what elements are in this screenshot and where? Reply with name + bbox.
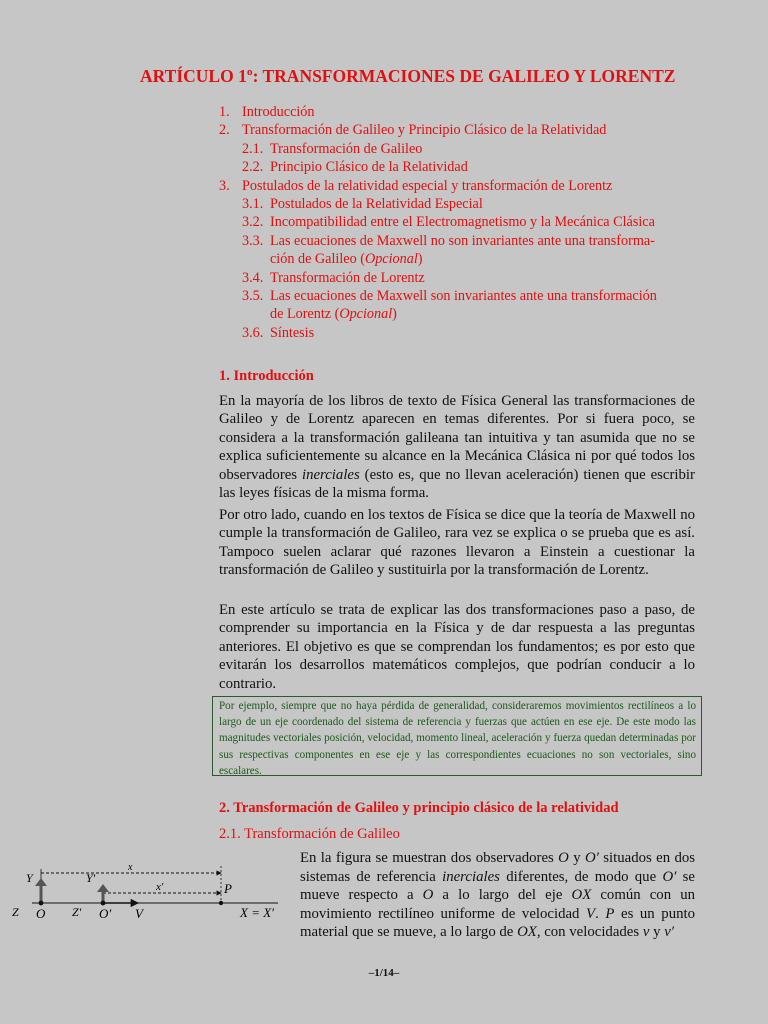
v-label: V <box>135 906 143 921</box>
toc-item-3-4[interactable]: 3.4. Transformación de Lorentz <box>242 269 425 286</box>
section-1-heading: 1. Introducción <box>219 368 314 384</box>
xprime-distance-label: x′ <box>156 881 164 893</box>
point-p-dot <box>219 901 223 905</box>
axis-label: X = X′ <box>240 905 274 920</box>
y-label: Y <box>26 871 33 885</box>
toc-item-3-1[interactable]: 3.1. Postulados de la Relatividad Especial <box>242 196 483 213</box>
toc-item-3[interactable]: 3. Postulados de la relatividad especial y transformación de Lorentz <box>219 177 613 194</box>
toc-item-3-5[interactable]: 3.5. Las ecuaciones de Maxwell son invariantes ante una transformación de Lorentz (Opcional) <box>242 288 657 323</box>
subsection-2-1-heading: 2.1. Transformación de Galileo <box>219 826 400 842</box>
x-distance-label: x <box>128 862 133 873</box>
zprime-label: Z′ <box>72 905 82 919</box>
toc-item-2[interactable]: 2. Transformación de Galileo y Principio Clásico de la Relatividad <box>219 122 607 139</box>
z-label: Z <box>12 905 19 919</box>
note-box: Por ejemplo, siempre que no haya pérdida de generalidad, consideraremos movimientos rectilíneos a lo largo de un eje coordenado del sistema de referencia y fuerzas que actúen en ese eje. De este modo las magnitudes vectoriales posición, velocidad, momento lineal, aceleración y fuerza quedan determinadas por sus respectivas componentes en ese eje y las correspondientes ecuaciones no son vectoriales, sino escalares. <box>212 696 702 776</box>
toc-item-2-1[interactable]: 2.1. Transformación de Galileo <box>242 140 423 157</box>
table-of-contents <box>219 103 709 342</box>
reference-frames-figure <box>8 858 298 930</box>
toc-item-3-3[interactable]: 3.3. Las ecuaciones de Maxwell no son invariantes ante una transforma- ción de Galileo (Opcional) <box>242 232 655 268</box>
article-title: ARTÍCULO 1º: TRANSFORMACIONES DE GALILEO Y LORENTZ <box>140 66 676 86</box>
oprime-label: O′ <box>99 906 112 921</box>
galileo-paragraph: En la figura se muestran dos observadores O y O′ situados en dos sistemas de referencia inerciales diferentes, de modo que O′ se mueve respecto a O a lo largo del eje OX común con un movimiento rectilíneo uniforme de velocidad V. P es un punto material que se mueve, a lo largo de OX, con velocidades v y v′ <box>300 850 696 941</box>
toc-item-3-2[interactable]: 3.2. Incompatibilidad entre el Electromagnetismo y la Mecánica Clásica <box>242 214 655 231</box>
p-label: P <box>224 881 232 896</box>
page-number: –1/14– <box>368 967 400 979</box>
section-2-heading: 2. Transformación de Galileo y principio clásico de la relatividad <box>219 800 619 816</box>
intro-paragraph-1: En la mayoría de los libros de texto de Física General las transformaciones de Galileo y de Lorentz aparecen en temas diferentes. Por si fuera poco, se considera a la transformación galileana tan intuitiva y tan asumida que no se explica suficientemente su alcance en la Mecánica Clásica ni por qué todos los observadores inerciales (esto es, que no llevan aceleración) tienen que escribir las leyes físicas de la misma forma. <box>219 393 695 502</box>
o-label: O <box>36 906 46 921</box>
intro-paragraph-2: Por otro lado, cuando en los textos de Física se dice que la teoría de Maxwell no cumple la transformación de Galileo, rara vez se explica o se prueba que es así. Tampoco suelen aclarar qué razones llevaron a Einstein a cuestionar la transformación de Galileo y sustituirla por la transformación de Lorentz. <box>219 507 695 579</box>
yprime-label: Y′ <box>86 871 96 885</box>
origin-o-dot <box>39 901 44 906</box>
intro-paragraph-3: En este artículo se trata de explicar las dos transformaciones paso a paso, de comprender su importancia en la Física y de dar respuesta a las preguntas anteriores. El objetivo es que se comprendan los fundamentos; es por esto que evitarán los desarrollos matemáticos complejos, que podrían conducir a lo contrario. <box>219 602 695 692</box>
origin-oprime-dot <box>101 901 106 906</box>
toc-item-3-6[interactable]: 3.6. Síntesis <box>242 324 315 341</box>
toc-item-1[interactable]: 1. Introducción <box>219 104 315 120</box>
toc-item-2-2[interactable]: 2.2. Principio Clásico de la Relatividad <box>242 159 468 176</box>
